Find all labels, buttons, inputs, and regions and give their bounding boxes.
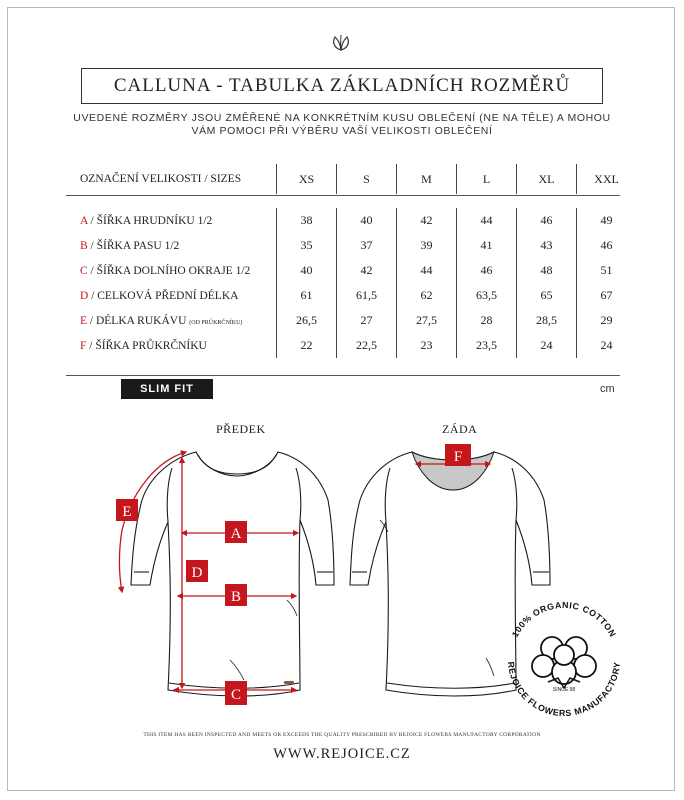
table-cell: 62 bbox=[397, 283, 457, 308]
table-cell: 67 bbox=[577, 283, 637, 308]
subtitle-line-1: UVEDENÉ ROZMĚRY JSOU ZMĚŘENÉ NA KONKRÉTNÍM KUSU OBLEČENÍ (NE NA TĚLE) A MOHOU bbox=[73, 112, 611, 124]
table-cell: 46 bbox=[577, 233, 637, 258]
table-cell: 51 bbox=[577, 258, 637, 283]
tag-c bbox=[225, 681, 247, 705]
row-letter: F bbox=[80, 339, 87, 352]
size-header-xl: XL bbox=[517, 164, 577, 194]
stamp-bottom-text: REJOICE FLOWERS MANUFACTORY bbox=[505, 661, 623, 719]
table-cell: 63,5 bbox=[457, 283, 517, 308]
table-cell: 61,5 bbox=[337, 283, 397, 308]
row-label-text: / ŠÍŘKA PASU 1/2 bbox=[87, 239, 180, 252]
table-cell: 43 bbox=[517, 233, 577, 258]
cotton-boll-icon bbox=[532, 637, 596, 684]
tag-a-letter: A bbox=[230, 526, 242, 542]
front-measurements bbox=[119, 452, 298, 690]
size-header-l: L bbox=[457, 164, 517, 194]
table-cell: 37 bbox=[337, 233, 397, 258]
tag-e-letter: E bbox=[122, 504, 132, 520]
size-header-xxl: XXL bbox=[577, 164, 637, 194]
tag-a bbox=[225, 521, 247, 543]
table-cell: 44 bbox=[457, 208, 517, 233]
tag-d bbox=[186, 560, 208, 582]
front-shirt-outline bbox=[131, 452, 334, 696]
table-cell: 29 bbox=[577, 308, 637, 333]
row-letter: D bbox=[80, 289, 89, 302]
quality-footnote: THIS ITEM HAS BEEN INSPECTED AND MEETS OR EXCEEDS THE QUALITY PRESCRIBED BY REJOICE FLOWERS MANUFACTORY CORPORATION bbox=[143, 732, 541, 738]
table-cell: 23 bbox=[397, 333, 457, 358]
label-tag-icon bbox=[284, 681, 294, 684]
row-label-text: / ŠÍŘKA DOLNÍHO OKRAJE 1/2 bbox=[87, 264, 251, 277]
table-cell: 35 bbox=[277, 233, 337, 258]
table-cell: 40 bbox=[337, 208, 397, 233]
table-cell: 39 bbox=[397, 233, 457, 258]
unit-label: cm bbox=[600, 383, 615, 395]
table-cell: 22,5 bbox=[337, 333, 397, 358]
table-cell: 38 bbox=[277, 208, 337, 233]
table-cell: 61 bbox=[277, 283, 337, 308]
table-cell: 40 bbox=[277, 258, 337, 283]
tag-b-letter: B bbox=[230, 589, 242, 605]
row-label-note: (OD PRŮKRČNÍKU) bbox=[189, 319, 243, 326]
size-header-m: M bbox=[397, 164, 457, 194]
table-cell: 46 bbox=[457, 258, 517, 283]
front-view-label: PŘEDEK bbox=[216, 422, 266, 436]
tag-e bbox=[116, 499, 138, 521]
row-letter: B bbox=[80, 239, 88, 252]
subtitle-line-2: VÁM POMOCI PŘI VÝBĚRU VAŠÍ VELIKOSTI OBLEČENÍ bbox=[191, 125, 493, 137]
row-label-text: / ŠÍŘKA HRUDNÍKU 1/2 bbox=[87, 214, 213, 227]
table-cell: 26,5 bbox=[277, 308, 337, 333]
tag-b bbox=[225, 584, 247, 606]
table-cell: 46 bbox=[517, 208, 577, 233]
table-cell: 48 bbox=[517, 258, 577, 283]
row-label-text: / CELKOVÁ PŘEDNÍ DÉLKA bbox=[88, 289, 239, 302]
row-letter: C bbox=[80, 264, 88, 277]
website-link[interactable]: WWW.REJOICE.CZ bbox=[273, 746, 411, 762]
table-cell: 24 bbox=[577, 333, 637, 358]
stamp-top-text: 100% ORGANIC COTTON bbox=[509, 599, 619, 639]
row-letter: A bbox=[80, 214, 88, 227]
tag-f bbox=[445, 444, 471, 466]
size-header-label: OZNAČENÍ VELIKOSTI / SIZES bbox=[80, 173, 242, 185]
table-cell: 28 bbox=[457, 308, 517, 333]
row-letter: E bbox=[80, 314, 88, 327]
table-cell: 28,5 bbox=[517, 308, 577, 333]
table-cell: 49 bbox=[577, 208, 637, 233]
table-cell: 22 bbox=[277, 333, 337, 358]
back-view-label: ZÁDA bbox=[442, 422, 478, 436]
fit-badge: SLIM FIT bbox=[121, 379, 213, 399]
row-label-text: / ŠÍŘKA PRŮKRČNÍKU bbox=[86, 339, 207, 352]
table-cell: 65 bbox=[517, 283, 577, 308]
page-title: CALLUNA - TABULKA ZÁKLADNÍCH ROZMĚRŮ bbox=[81, 68, 603, 104]
row-label-text: / DÉLKA RUKÁVU bbox=[87, 314, 190, 327]
table-cell: 42 bbox=[337, 258, 397, 283]
size-header-xs: XS bbox=[277, 164, 337, 194]
table-cell: 42 bbox=[397, 208, 457, 233]
tag-d-letter: D bbox=[191, 565, 203, 581]
table-cell: 27,5 bbox=[397, 308, 457, 333]
stamp-since: SINCE 98 bbox=[552, 687, 576, 693]
size-header-s: S bbox=[337, 164, 397, 194]
table-cell: 44 bbox=[397, 258, 457, 283]
table-cell: 41 bbox=[457, 233, 517, 258]
tag-f-letter: F bbox=[453, 449, 463, 465]
table-cell: 27 bbox=[337, 308, 397, 333]
table-cell: 23,5 bbox=[457, 333, 517, 358]
tag-c-letter: C bbox=[230, 687, 242, 703]
organic-cotton-stamp bbox=[506, 600, 622, 718]
table-cell: 24 bbox=[517, 333, 577, 358]
